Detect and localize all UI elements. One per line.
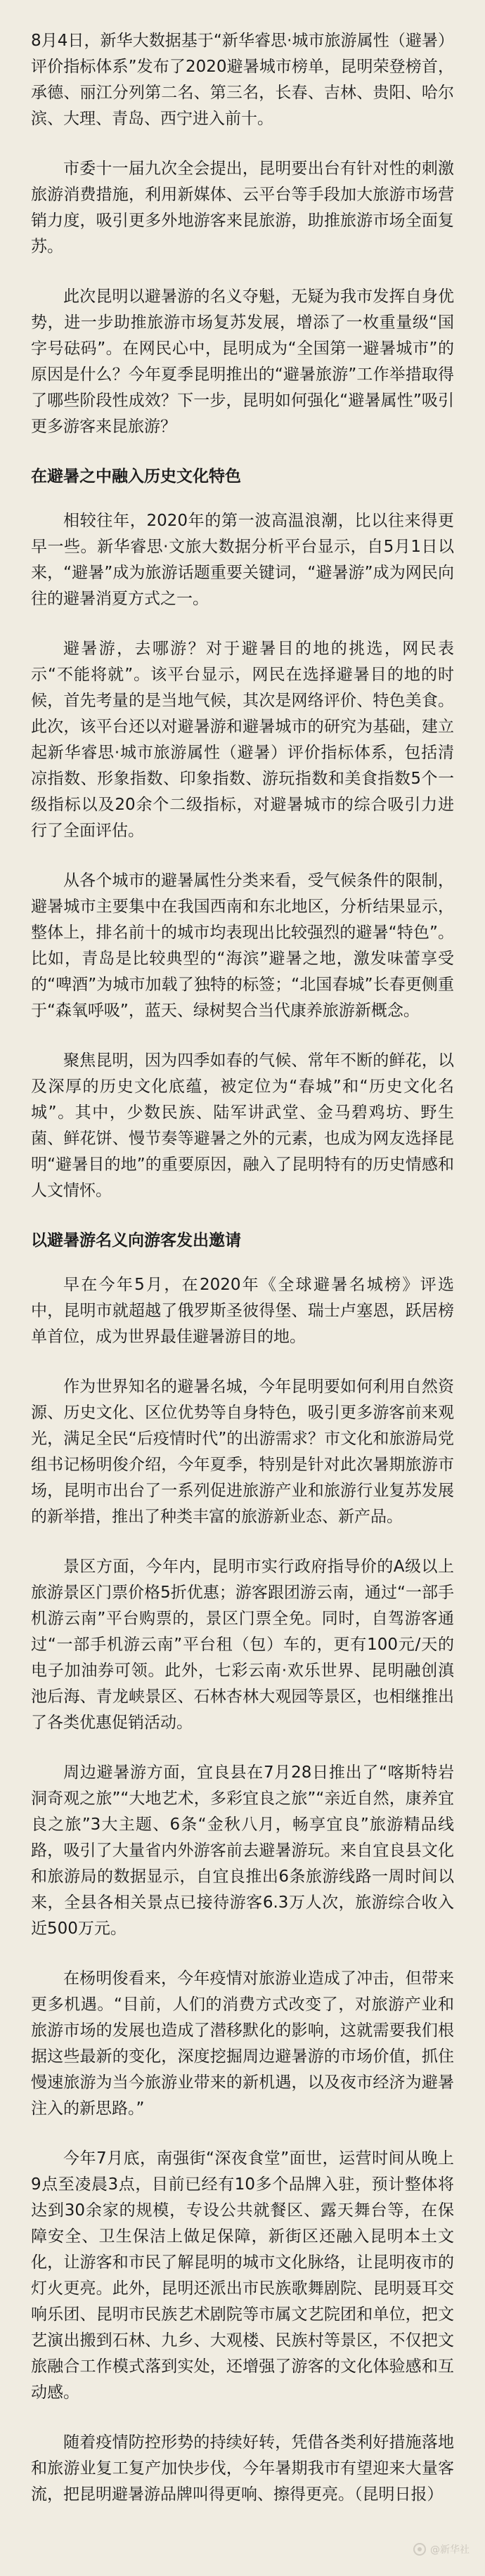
article-paragraph: 随着疫情防控形势的持续好转，凭借各类利好措施落地和旅游业复工复产加快步伐，今年暑期我市有望迎来大量客流，把昆明避暑游品牌叫得更响、擦得更亮。（昆明日报） — [31, 2433, 454, 2504]
article-paragraph: 景区方面，今年内，昆明市实行政府指导价的A级以上旅游景区门票价格5折优惠；游客跟团游云南，通过“一部手机游云南”平台购票的，景区门票全免。同时，自驾游客通过“一部手机游云南”平台租（包）车的，更有100元/天的电子加油券可领。此外，七彩云南·欢乐世界、昆明融创滇池后海、青龙峡景区、石林杏林大观园等景区，也相继推出了各类优惠促销活动。 — [31, 1558, 454, 1732]
article-paragraph: 在杨明俊看来，今年疫情对旅游业造成了冲击，但带来更多机遇。“目前，人们的消费方式改变了，对旅游产业和旅游市场的发展也造成了潜移默化的影响，这就需要我们根据这些最新的变化，深度挖掘周边避暑游的市场价值，抓住慢速旅游为当今旅游业带来的新机遇，以及夜市经济为避暑注入的新思路。” — [31, 1969, 454, 2118]
watermark-text: @新华社 — [430, 2544, 470, 2556]
weibo-logo-icon — [413, 2543, 426, 2556]
article-paragraph: 今年7月底，南强街“深夜食堂”面世，运营时间从晚上9点至凌晨3点，目前已经有10多个品牌入驻，预计整体将达到30余家的规模，专设公共就餐区、露天舞台等，在保障安全、卫生保洁上做足保障，新街区还融入昆明本土文化，让游客和市民了解昆明的城市文化脉络，让昆明夜市的灯火更亮。此外，昆明还派出市民族歌舞剧院、昆明聂耳交响乐团、昆明市民族艺术剧院等市属文艺院团和单位，把文艺演出搬到石林、九乡、大观楼、民族村等景区，不仅把文旅融合工作模式落到实处，还增强了游客的文化体验感和互动感。 — [31, 2149, 454, 2402]
article-paragraph: 此次昆明以避暑游的名义夺魁，无疑为我市发挥自身优势，进一步助推旅游市场复苏发展，增添了一枚重量级“国字号砝码”。在网民心中，昆明成为“全国第一避暑城市”的原因是什么？今年夏季昆明推出的“避暑旅游”工作举措取得了哪些阶段性成效？下一步，昆明如何强化“避暑属性”吸引更多游客来昆旅游？ — [31, 287, 454, 436]
article-paragraph: 市委十一届九次全会提出，昆明要出台有针对性的刺激旅游消费措施，利用新媒体、云平台等手段加大旅游市场营销力度，吸引更多外地游客来昆旅游，助推旅游市场全面复苏。 — [31, 160, 454, 256]
article-paragraph: 8月4日，新华大数据基于“新华睿思·城市旅游属性（避暑）评价指标体系”发布了2020避暑城市榜单，昆明荣登榜首，承德、丽江分列第二名、第三名，长春、吉林、贵阳、哈尔滨、大理、青岛、西宁进入前十。 — [31, 32, 454, 128]
section-heading: 以避暑游名义向游客发出邀请 — [31, 1231, 241, 1250]
article-paragraph: 周边避暑游方面，宜良县在7月28日推出了“喀斯特岩洞奇观之旅”“大地艺术，多彩宜良之旅”“亲近自然，康养宜良之旅”3大主题、6条“金秋八月，畅享宜良”旅游精品线路，吸引了大量省内外游客前去避暑游玩。来自宜良县文化和旅游局的数据显示，自宜良推出6条旅游线路一周时间以来，全县各相关景点已接待游客6.3万人次，旅游综合收入近500万元。 — [31, 1763, 454, 1938]
article-paragraph: 早在今年5月，在2020年《全球避暑名城榜》评选中，昆明市就超越了俄罗斯圣彼得堡、瑞士卢塞恩，跃居榜单首位，成为世界最佳避暑游目的地。 — [31, 1276, 454, 1346]
article-paragraph: 避暑游，去哪游？对于避暑目的地的挑选，网民表示“不能将就”。该平台显示，网民在选择避暑目的地的时候，首先考量的是当地气候，其次是网络评价、特色美食。此次，该平台还以对避暑游和避暑城市的研究为基础，建立起新华睿思·城市旅游属性（避暑）评价指标体系，包括清凉指数、形象指数、印象指数、游玩指数和美食指数5个一级指标以及20余个二级指标，对避暑城市的综合吸引力进行了全面评估。 — [31, 640, 454, 840]
watermark — [413, 2542, 470, 2556]
article-paragraph: 从各个城市的避暑属性分类来看，受气候条件的限制，避暑城市主要集中在我国西南和东北地区，分析结果显示，整体上，排名前十的城市均表现出比较强烈的避暑“特色”。比如，青岛是比较典型的“海滨”避暑之地，激发味蕾享受的“啤酒”为城市加载了独特的标签；“北国春城”长春更侧重于“森氧呼吸”，蓝天、绿树契合当代康养旅游新概念。 — [31, 872, 454, 1020]
article-paragraph: 相较往年，2020年的第一波高温浪潮，比以往来得更早一些。新华睿思·文旅大数据分析平台显示，自5月1日以来，“避暑”成为旅游话题重要关键词，“避暑游”成为网民向往的避暑消夏方式之一。 — [31, 512, 454, 608]
article-paragraph: 作为世界知名的避暑名城，今年昆明要如何利用自然资源、历史文化、区位优势等自身特色，吸引更多游客前来观光，满足全民“后疫情时代”的出游需求？市文化和旅游局党组书记杨明俊介绍，今年夏季，特别是针对此次暑期旅游市场，昆明市出台了一系列促进旅游产业和旅游行业复苏发展的新举措，推出了种类丰富的旅游新业态、新产品。 — [31, 1378, 454, 1526]
article-paragraph: 聚焦昆明，因为四季如春的气候、常年不断的鲜花，以及深厚的历史文化底蕴，被定位为“春城”和“历史文化名城”。其中，少数民族、陆军讲武堂、金马碧鸡坊、野生菌、鲜花饼、慢节奏等避暑之外的元素，也成为网友选择昆明“避暑目的地”的重要原因，融入了昆明特有的历史情感和人文情怀。 — [31, 1051, 454, 1200]
section-heading: 在避暑之中融入历史文化特色 — [31, 467, 241, 486]
